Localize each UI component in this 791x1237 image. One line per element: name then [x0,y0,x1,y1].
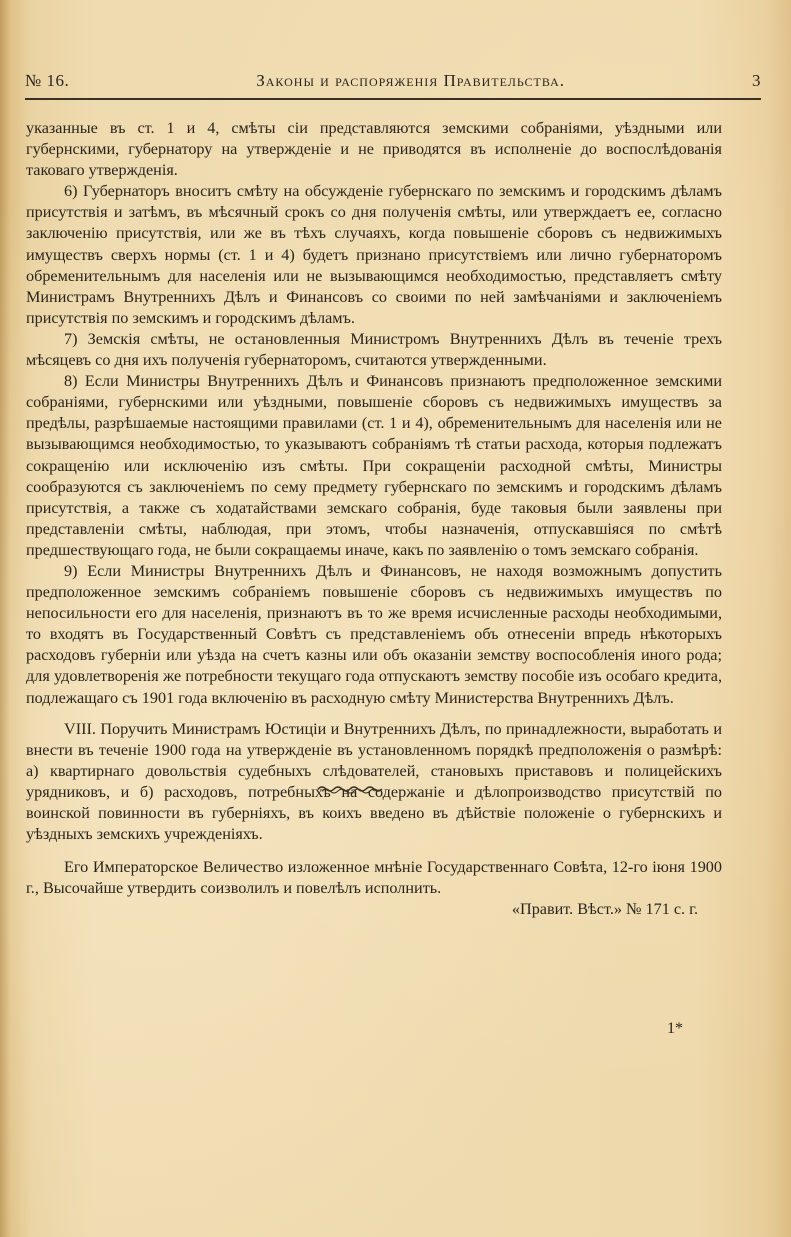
paragraph-item-7: 7) Земскія смѣты, не остановленныя Министромъ Внутреннихъ Дѣлъ въ теченіе трехъ мѣсяцевъ со дня ихъ полученія губернаторомъ, считаются утвержденными. [26,329,722,370]
paragraph-item-6: 6) Губернаторъ вноситъ смѣту на обсужденіе губернскаго по земскимъ и городскимъ дѣламъ присутствія и затѣмъ, въ мѣсячный срокъ со дня полученія смѣты, или утверждаетъ ее, согласно заключенію присутствія, или же въ тѣхъ случаяхъ, когда повышеніе сборовъ съ недвижимыхъ имуществъ сверхъ нормы (ст. 1 и 4) будетъ признано присутствіемъ или лично губернаторомъ обременительнымъ для населенія или не вызывающимся необходимостью, представляетъ смѣту Министрамъ Внутреннихъ Дѣлъ и Финансовъ со своими по ней замѣчаніями и заключеніемъ присутствія по земскимъ и городскимъ дѣламъ. [26,182,722,327]
body-text [26,118,722,920]
paragraph-continuation: указанные въ ст. 1 и 4, смѣты сіи представляются земскими собраніями, уѣздными или губернскими, губернатору на утвержденіе и не приводятся въ исполненіе до воспослѣдованія таковаго утвержденія. [26,119,722,180]
page-number: 3 [752,71,761,90]
running-header [25,66,761,96]
paragraph-section-viii: VIII. Поручить Министрамъ Юстиціи и Внутреннихъ Дѣлъ, по принадлежности, выработать и внести въ теченіе 1900 года на утвержденіе въ установленномъ порядкѣ предположенія о размѣрѣ: а) квартирнаго довольствія судебныхъ слѣдователей, становыхъ приставовъ и полицейскихъ урядниковъ, и б) расходовъ, потребныхъ на содержаніе и дѣлопроизводство присутствій по воинской повинности въ губерніяхъ, въ коихъ введено въ дѣйствіе положеніе о губернскихъ и уѣздныхъ земскихъ учрежденіяхъ. [26,719,722,844]
signature-mark: 1* [667,1020,683,1037]
header-title: Законы и распоряженія Правительства. [256,71,566,90]
paragraph-item-8: 8) Если Министры Внутреннихъ Дѣлъ и Финансовъ признаютъ предположенное земскими собраніями, губернскими или уѣздными, повышеніе сборовъ съ недвижимыхъ имуществъ за предѣлы, разрѣшаемые настоящими правилами (ст. 1 и 4), обременительнымъ для населенія или не вызывающимся необходимостью, то указываютъ собраніямъ тѣ статьи расхода, которыя подлежатъ сокращенію или исключенію изъ смѣты. При сокращеніи расходной смѣты, Министры сообразуются съ заключеніемъ по сему предмету губернскаго по земскимъ и городскимъ дѣламъ присутствія, а также съ ходатайствами земскаго собранія, буде таковыя были заявлены при представленіи смѣты, наблюдая, при этомъ, чтобы назначенія, отпускавшіяся по смѣтѣ предшествующаго года, не были сокращаемы иначе, какъ по заявленію о томъ земскаго собранія. [26,372,722,559]
source-citation: «Правит. Вѣст.» № 171 с. г. [511,900,698,919]
issue-number: № 16. [25,71,70,90]
ornament-divider-icon [316,780,386,796]
page-edge-stain [0,0,10,1237]
paragraph-item-9: 9) Если Министры Внутреннихъ Дѣлъ и Финансовъ, не находя возможнымъ допустить предположенное земскимъ собраніемъ повышеніе сборовъ съ недвижимыхъ имуществъ по непосильности его для населенія, признаютъ въ то же время исчисленные расходы необходимыми, то входятъ въ Государственный Совѣтъ съ представленіемъ объ отнесеніи впредь нѣкоторыхъ расходовъ губерніи или уѣзда на счетъ казны или объ оказаніи земству воспособленія иного рода; для удовлетворенія же потребности текущаго года отпускаютъ земству пособіе изъ особаго кредита, подлежащаго съ 1901 года включенію въ расходную смѣту Министерства Внутреннихъ Дѣлъ. [26,561,722,707]
header-rule [25,98,761,100]
paragraph-approval: Его Императорское Величество изложенное мнѣніе Государственнаго Совѣта, 12-го іюня 1900 г., Высочайше утвердить соизволилъ и повелѣлъ исполнить. [26,858,722,898]
